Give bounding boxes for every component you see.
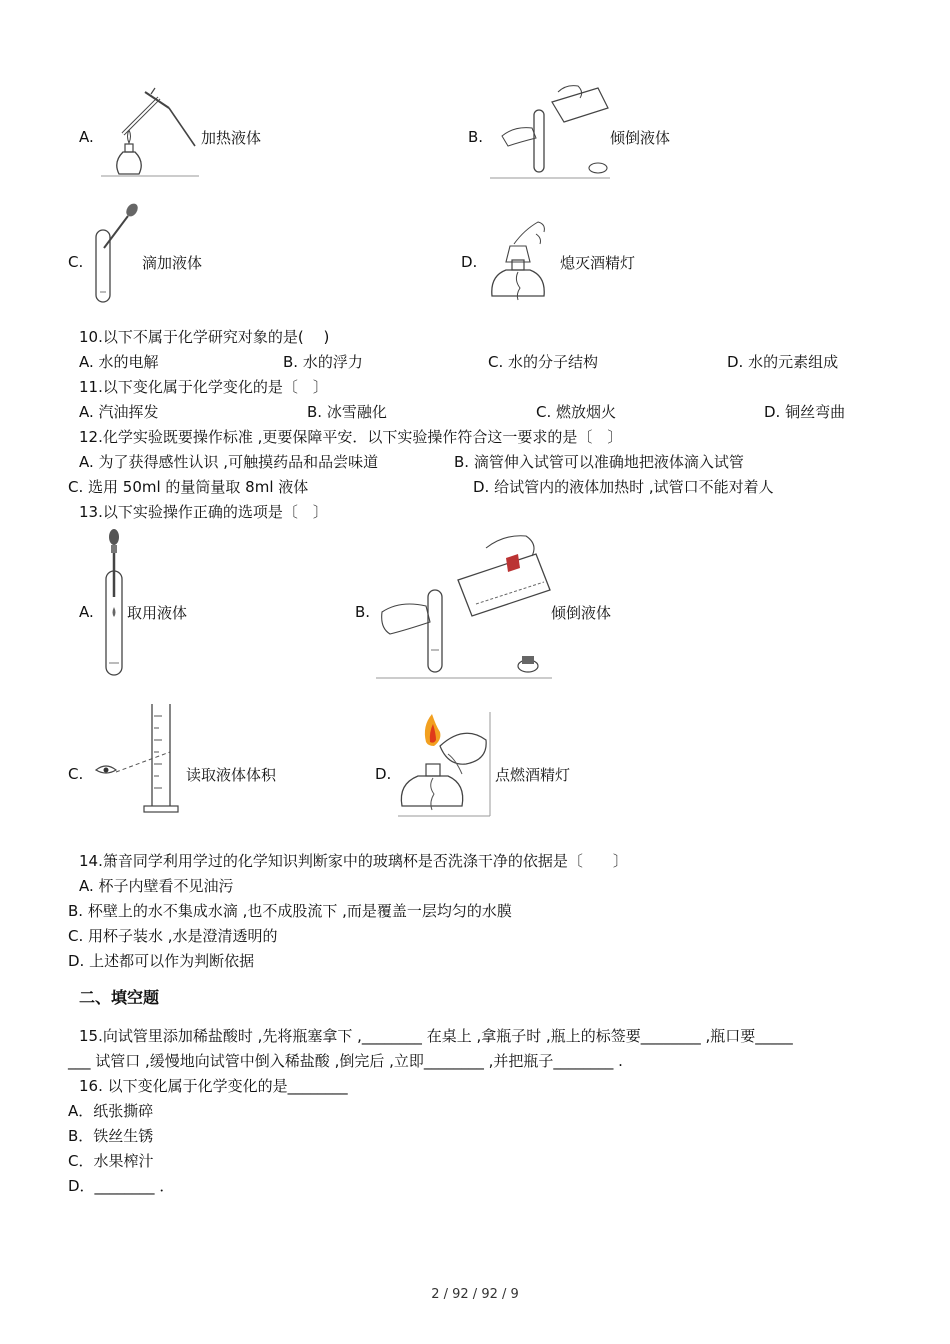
q11-option-b: B. 冰雪融化: [307, 403, 387, 421]
q16-stem: 16. 以下变化属于化学变化的是________: [79, 1077, 348, 1095]
q10-option-c: C. 水的分子结构: [488, 353, 599, 371]
q13-option-c-caption: 读取液体体积: [186, 766, 277, 784]
q16-option-b: B．铁丝生锈: [68, 1127, 154, 1145]
q11-option-a: A. 汽油挥发: [79, 403, 159, 421]
lighting-lamp-figure: [396, 710, 492, 818]
q12-option-c: C. 选用 50ml 的量筒量取 8ml 液体: [68, 478, 309, 496]
section-title: 二、填空题: [79, 988, 160, 1007]
q9-option-d-caption: 熄灭酒精灯: [560, 254, 636, 272]
q13-option-c-letter: C.: [68, 765, 84, 783]
q13-option-b-caption: 倾倒液体: [551, 604, 612, 622]
q16-option-d: D．________ ．: [68, 1177, 175, 1195]
q13-option-a-caption: 取用液体: [127, 604, 188, 622]
graduated-cylinder-figure: [92, 700, 184, 818]
q14-option-a: A. 杯子内壁看不见油污: [79, 877, 234, 895]
q13-option-d-caption: 点燃酒精灯: [495, 766, 571, 784]
q13-stem: 13.以下实验操作正确的选项是〔 〕: [79, 503, 328, 521]
extinguish-lamp-figure: [486, 216, 554, 306]
q14-option-b: B. 杯壁上的水不集成水滴 ,也不成股流下 ,而是覆盖一层均匀的水膜: [68, 902, 512, 920]
q15-line-1: 15.向试管里添加稀盐酸时 ,先将瓶塞拿下 ,________ 在桌上 ,拿瓶子时 ,瓶上的标签要________ ,瓶口要_____: [79, 1027, 793, 1045]
q9-option-b-caption: 倾倒液体: [610, 129, 671, 147]
q13-option-a-letter: A.: [79, 603, 94, 621]
heating-liquid-figure: [99, 86, 201, 178]
q10-stem: 10.以下不属于化学研究对象的是( ): [79, 328, 330, 346]
q11-option-d: D. 铜丝弯曲: [764, 403, 846, 421]
q9-option-b-letter: B.: [468, 128, 484, 146]
q14-stem: 14.箫音同学利用学过的化学知识判断家中的玻璃杯是否洗涤干净的依据是〔 〕: [79, 852, 628, 870]
dropping-liquid-figure: [92, 202, 142, 306]
q14-option-c: C. 用杯子装水 ,水是澄清透明的: [68, 927, 278, 945]
q12-option-d: D. 给试管内的液体加热时 ,试管口不能对着人: [473, 478, 774, 496]
q10-option-a: A. 水的电解: [79, 353, 159, 371]
q15-line-2: ___ 试管口 ,缓慢地向试管中倒入稀盐酸 ,倒完后 ,立即________ ,并把瓶子________ .: [68, 1052, 623, 1070]
q9-option-a-caption: 加热液体: [201, 129, 262, 147]
q10-option-b: B. 水的浮力: [283, 353, 363, 371]
q12-option-b: B. 滴管伸入试管可以准确地把液体滴入试管: [454, 453, 744, 471]
pouring-liquid-figure: [376, 530, 552, 680]
q9-option-a-letter: A.: [79, 128, 94, 146]
q13-option-d-letter: D.: [375, 765, 392, 783]
q12-option-a: A. 为了获得感性认识 ,可触摸药品和品尝味道: [79, 453, 379, 471]
q9-option-c-caption: 滴加液体: [142, 254, 203, 272]
q11-option-c: C. 燃放烟火: [536, 403, 617, 421]
q9-option-c-letter: C.: [68, 253, 84, 271]
q10-option-d: D. 水的元素组成: [727, 353, 839, 371]
q16-option-a: A．纸张撕碎: [68, 1102, 154, 1120]
q16-option-c: C．水果榨汁: [68, 1152, 154, 1170]
q14-option-d: D. 上述都可以作为判断依据: [68, 952, 255, 970]
q9-option-d-letter: D.: [461, 253, 478, 271]
page-number-footer: 2 / 92 / 92 / 9: [431, 1287, 519, 1302]
q12-stem: 12.化学实验既要操作标准 ,更要保障平安．以下实验操作符合这一要求的是〔 〕: [79, 428, 623, 446]
dropper-tube-figure: [100, 527, 130, 679]
pouring-liquid-figure: [488, 82, 612, 180]
q13-option-b-letter: B.: [355, 603, 371, 621]
q11-stem: 11.以下变化属于化学变化的是〔 〕: [79, 378, 328, 396]
